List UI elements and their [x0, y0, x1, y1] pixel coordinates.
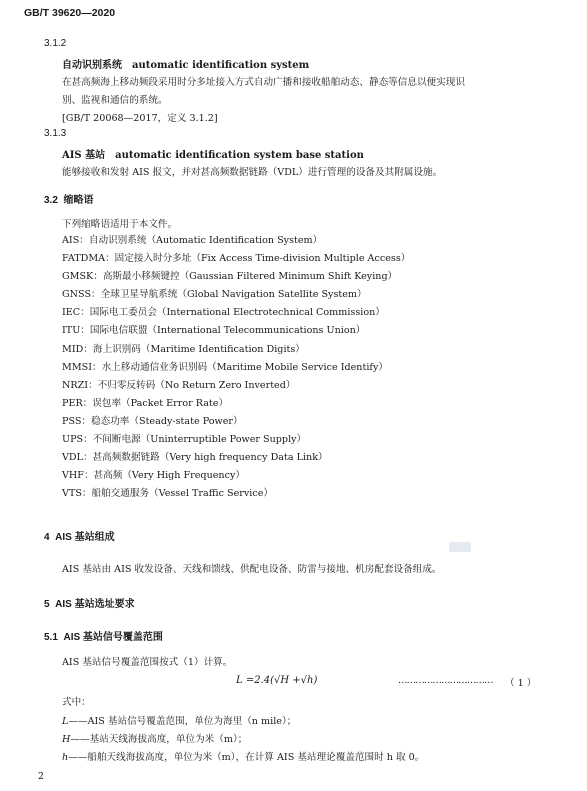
section-4-body: AIS 基站由 AIS 收发设备、天线和馈线、供配电设备、防雷与接地、机房配套设备组成。: [62, 564, 442, 575]
abbreviation-intro: 下列缩略语适用于本文件。: [62, 219, 178, 230]
section-heading-3-2: [44, 191, 93, 206]
list-item: FATDMA：固定接入时分多址（Fix Access Time-division Multiple Access）: [62, 253, 411, 265]
list-item: AIS：自动识别系统（Automatic Identification System）: [62, 235, 323, 246]
term-heading-3-1-3: AIS 基站 automatic identification system base station: [62, 150, 364, 161]
formula-intro: AIS 基站信号覆盖范围按式（1）计算。: [62, 657, 233, 668]
list-item: PER：误包率（Packet Error Rate）: [62, 397, 229, 409]
list-item: GMSK：高斯最小移频键控（Gaussian Filtered Minimum Shift Keying）: [62, 271, 398, 283]
list-item: ITU：国际电信联盟（International Telecommunications Union）: [62, 325, 366, 337]
variable-definition: [62, 749, 424, 763]
variable-text: ——基站天线海拔高度，单位为米（m）；: [70, 734, 248, 745]
definition-line-1: 在甚高频海上移动频段采用时分多址接入方式自动广播和接收船舶动态、静态等信息以便实现识: [62, 77, 465, 88]
section-heading-5: [44, 595, 135, 610]
section-number: 3.2: [44, 195, 58, 206]
variable-text: ——AIS 基站信号覆盖范围，单位为海里（n mile）；: [68, 716, 297, 727]
variable-symbol: H: [62, 734, 71, 745]
term-heading-3-1-2: 自动识别系统 automatic identification system: [62, 60, 310, 71]
variable-symbol: L: [62, 716, 69, 727]
definition-3-1-3: 能够接收和发射 AIS 报文，并对甚高频数据链路（VDL）进行管理的设备及其附属设施。: [62, 167, 443, 178]
definition-source: [GB/T 20068—2017，定义 3.1.2]: [62, 113, 218, 124]
formula-number: （ 1 ）: [505, 678, 537, 689]
page-number: 2: [38, 771, 44, 782]
section-title: AIS 基站组成: [55, 532, 115, 543]
variable-definition: [62, 713, 296, 727]
list-item: UPS：不间断电源（Uninterruptible Power Supply）: [62, 434, 307, 446]
list-item: MID：海上识别码（Maritime Identification Digits）: [62, 343, 305, 355]
section-number: 4: [44, 532, 50, 543]
formula-leader-dots: ……………………………: [398, 675, 493, 686]
section-heading-4: [44, 528, 115, 543]
list-item: GNSS：全球卫星导航系统（Global Navigation Satellite System）: [62, 289, 367, 301]
where-label: 式中：: [62, 697, 91, 708]
list-item: VTS：船舶交通服务（Vessel Traffic Service）: [62, 488, 273, 500]
clause-number-3-1-3: 3.1.3: [44, 128, 67, 139]
list-item: NRZI：不归零反转码（No Return Zero Inverted）: [62, 379, 296, 391]
section-title: AIS 基站选址要求: [55, 599, 135, 610]
section-heading-5-1: [44, 628, 163, 643]
list-item: PSS：稳态功率（Steady-state Power）: [62, 415, 243, 427]
clause-number-3-1-2: 3.1.2: [44, 38, 67, 49]
list-item: IEC：国际电工委员会（International Electrotechnical Commission）: [62, 307, 385, 319]
variable-symbol: h: [62, 752, 69, 763]
section-number: 5: [44, 599, 50, 610]
section-number: 5.1: [44, 632, 58, 643]
variable-text: ——船舶天线海拔高度，单位为米（m），在计算 AIS 基站理论覆盖范围时 h 取 0。: [68, 752, 425, 763]
list-item: VHF：甚高频（Very High Frequency）: [62, 470, 245, 482]
definition-line-2: 别、监视和通信的系统。: [62, 95, 168, 106]
abbreviation-list: [62, 232, 542, 503]
formula: L =2.4(√H +√h): [236, 675, 318, 686]
section-title: 缩略语: [63, 195, 94, 206]
list-item: MMSI：水上移动通信业务识别码（Maritime Mobile Service Identify）: [62, 361, 388, 373]
list-item: VDL：甚高频数据链路（Very high frequency Data Link）: [62, 452, 328, 464]
section-title: AIS 基站信号覆盖范围: [63, 632, 163, 643]
standard-number-header: GB/T 39620—2020: [24, 7, 116, 19]
variable-definition: [62, 731, 247, 745]
watermark-stamp: [449, 542, 471, 552]
